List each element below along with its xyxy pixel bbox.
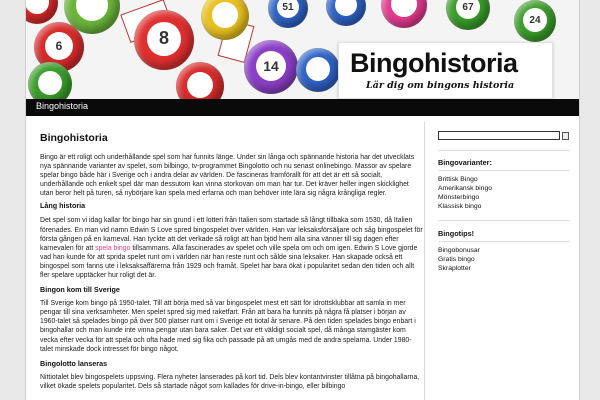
sidebar-link-bingobonusar[interactable]: Bingobonusar bbox=[438, 247, 480, 254]
logo-tagline: Lär dig om bingons historia bbox=[366, 80, 515, 91]
sidebar-divider bbox=[438, 220, 570, 221]
sidebar-divider bbox=[438, 241, 570, 242]
sidebar-link-monsterbingo[interactable]: Mönsterbingo bbox=[438, 194, 480, 201]
search-button[interactable] bbox=[562, 132, 569, 140]
sverige-paragraph: Till Sverige kom bingo på 1950-talet. Till att börja med så var bingospelet mest ett sätt för idrottsklubbar att samla in mer pengar till sina verksamheter. Men spelet spred sig med raketfart. Från att bara ha funnits på några få platser i början av 1960-talet så spelades bingo på över 500 platser runt om i Sverige ett tiotal år senare. På den tiden spelades bingo enbart i bingohallar och man kunde inte vinna pengar utan bara saker. Det var ett väldigt socialt spel, då många stamgäster kom vecka efter vecka för att spela och ofta hade med sig fika och passade på att umgås med de andra spelarna. Under 1980-talet minskade dock intresset för bingo något. bbox=[40, 300, 416, 353]
bingo-ball bbox=[296, 48, 340, 92]
sidebar-link-klassisk-bingo[interactable]: Klassisk bingo bbox=[438, 203, 482, 210]
site-logo[interactable] bbox=[338, 42, 553, 99]
widget-title-bingotips: Bingotips! bbox=[438, 229, 475, 238]
bingo-ball bbox=[26, 0, 58, 24]
page bbox=[25, 0, 580, 400]
intro-paragraph: Bingo är ett roligt och underhållande spel som har funnits länge. Under sin långa och spännande historia har det utvecklats nya spännande varianter av spelet, som bilbingo, tv-programmet Bingolotto och nu senast onlinebingo. Massor av spelare spelar bingo både här i Sverige och i andra delar av världen. De fascineras framförallt för att det är ett så socialt, underhållande och enkelt spel där man dessutom kan vinna storkovan om man har tur. Det kräver heller ingen skicklighet utan beror helt på turen, så nybörjare kan spela med erfarna och man behöver inte lära sig några krångliga regler. bbox=[40, 154, 415, 198]
sidebar-link-gratis-bingo[interactable]: Gratis bingo bbox=[438, 256, 475, 263]
page-title: Bingohistoria bbox=[40, 132, 108, 144]
widget-title-bingovarianter: Bingovarianter: bbox=[438, 158, 492, 167]
search-input[interactable] bbox=[438, 131, 560, 140]
section-heading-sverige: Bingon kom till Sverige bbox=[40, 285, 120, 295]
bingo-ball bbox=[381, 0, 427, 28]
bingo-ball: 24 bbox=[514, 0, 556, 42]
bingolotto-paragraph: Nittiotalet blev bingospelets uppsving. Flera nyheter lanserades på kort tid. Dels blev kontantvinster tillåtna på bingohallarna, vilket ökade spelets popularitet. Dels så startade något som kallades för drive-in-bingo, eller bilbingo bbox=[40, 373, 420, 390]
sidebar-link-amerikansk-bingo[interactable]: Amerikansk bingo bbox=[438, 185, 493, 192]
main-content bbox=[40, 132, 424, 391]
bingo-ball: 67 bbox=[446, 0, 490, 30]
sidebar-link-brittisk-bingo[interactable]: Brittisk Bingo bbox=[438, 176, 478, 183]
search-form bbox=[438, 131, 570, 140]
sidebar-divider bbox=[438, 150, 570, 151]
history-paragraph: Det spel som vi idag kallar för bingo har sin grund i ett lotteri från Italien som startade så långt tillbaka som 1530, då Italien förenades. En man vid namn Edwin S Love spred bingospelet över världen. Han var leksaksförsäljare och såg bingospelet för första gången på en karneval. Han tyckte att det verkade så roligt att han bjöd hem alla sina vänner till sig dagen efter karnevalen för att spela bingo tillsammans. Alla fascinerades av spelet och ville spela om och om igen. Edwin S Love gjorde vad han kunde för att sprida spelet runt om i världen när han reste runt och sålde sina leksaker. Han skapade också ett bingospel som fanns ute i leksaksaffärerna från 1929 och framåt. Spelet har bara ökat i popularitet sedan den tiden och allt fler spelare upptäcker hur roligt det är. bbox=[40, 217, 423, 280]
spela-bingo-link[interactable]: spela bingo bbox=[95, 244, 131, 252]
bingo-ball bbox=[28, 62, 72, 99]
column-divider bbox=[424, 122, 425, 400]
bingo-ball: 51 bbox=[268, 0, 308, 28]
bingo-ball bbox=[176, 62, 224, 99]
section-heading-lang-historia: Lång historia bbox=[40, 201, 86, 211]
logo-title: Bingohistoria bbox=[350, 48, 518, 78]
bingo-ball: 6 bbox=[34, 22, 84, 72]
section-heading-bingolotto: Bingolotto lanseras bbox=[40, 358, 108, 368]
sidebar-divider bbox=[438, 170, 570, 171]
bingo-ball: 14 bbox=[244, 40, 298, 94]
site-header bbox=[26, 0, 579, 99]
sidebar-link-skraplotter[interactable]: Skraplotter bbox=[438, 265, 471, 272]
bingo-ball: 8 bbox=[134, 10, 194, 70]
bingo-ball bbox=[326, 0, 366, 26]
nav-item-bingohistoria[interactable]: Bingohistoria bbox=[36, 101, 89, 111]
main-nav bbox=[26, 99, 579, 116]
